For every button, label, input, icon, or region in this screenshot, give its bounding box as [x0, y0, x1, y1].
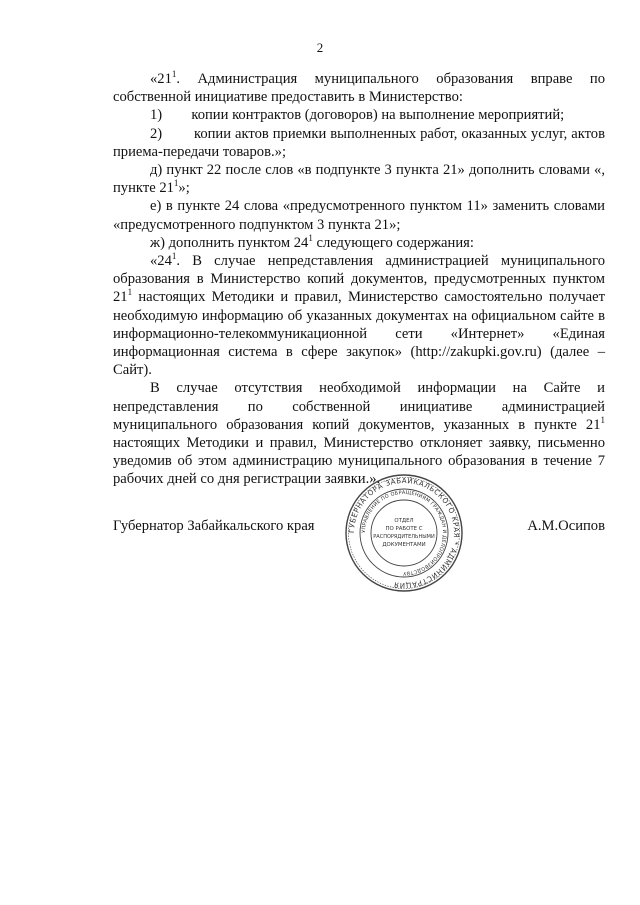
document-body [113, 69, 609, 489]
text-run: «21 [150, 71, 172, 87]
seal-center-line-4: ДОКУМЕНТАМИ [382, 542, 426, 548]
seal-middle-ring [360, 489, 448, 577]
seal-outer-text: ГУБЕРНАТОРА ЗАБАЙКАЛЬСКОГО КРАЯ * АДМИНИСТРАЦИЯ [347, 476, 461, 590]
text-run: В случае отсутствия необходимой информации на Сайте и непредставления по собственной инициативе администрацией муниципального образования копий документов, указанных в пункте 21 [113, 380, 605, 433]
superscript: 1 [173, 178, 179, 189]
seal-middle-text: УПРАВЛЕНИЕ ПО ОБРАЩЕНИЯМ ГРАЖДАН И ДЕЛОПРОИЗВОДСТВУ [360, 489, 448, 577]
paragraph-e [113, 197, 605, 233]
signatory-position: Губернатор Забайкальского края [113, 518, 315, 534]
text-run: . Администрация муниципального образования вправе по собственной инициативе предоставить в Министерство: [113, 71, 605, 106]
text-run: следующего содержания: [312, 234, 474, 251]
list-item-1 [113, 106, 605, 124]
text-run: ж) дополнить пунктом 24 [150, 234, 309, 251]
superscript: 1 [171, 251, 177, 262]
text-run: д) пункт 22 после слов «в подпункте 3 пункта 21» дополнить словами «, пункте 21 [113, 162, 605, 197]
text-run: е) в пункте 24 слова «предусмотренного пунктом 11» заменить словами «предусмотренного подпунктом 3 пункта 21»; [113, 198, 605, 233]
paragraph-24-1 [113, 252, 605, 379]
paragraph-zh [113, 234, 605, 252]
seal-inner-ring [371, 500, 437, 566]
text-run: . В случае непредставления администрацией муниципального образования в Министерство копий документов, предусмотренных пунктом 21 [113, 253, 605, 306]
seal-center-line-3: РАСПОРЯДИТЕЛЬНЫМИ [373, 534, 435, 540]
superscript: 1 [127, 287, 133, 298]
text-run: »; [178, 180, 190, 197]
official-seal-stamp [344, 473, 464, 593]
signatory-name: А.М.Осипов [527, 518, 605, 534]
seal-graphic [344, 473, 464, 593]
text-run: 1) копии контрактов (договоров) на выполнение мероприятий; [150, 107, 565, 124]
page-number: 2 [316, 40, 324, 55]
superscript: 1 [171, 69, 177, 79]
text-run: настоящих Методики и правил, Министерство отклоняет заявку, письменно уведомив об этом администрацию муниципального образования в течение 7 рабочих дней со дня регистрации заявки.». [113, 435, 605, 488]
text-run: «24 [150, 253, 172, 270]
paragraph-21-1 [113, 70, 605, 106]
text-run: настоящих Методики и правил, Министерство самостоятельно получает необходимую информацию об указанных документах на официальном сайте в информационно-телекоммуникационной сети «Интернет» «Единая информационная система в сфере закупок» (http://zakupki.gov.ru) (далее – Сайт). [113, 289, 605, 379]
seal-center-line-1: ОТДЕЛ [394, 518, 414, 524]
text-run: 2) копии актов приемки выполненных работ, оказанных услуг, актов приема-передачи товаров.»; [113, 125, 609, 160]
superscript: 1 [308, 232, 313, 243]
paragraph-d [113, 161, 605, 197]
superscript: 1 [600, 414, 605, 425]
list-item-2 [113, 125, 609, 161]
seal-center-line-2: ПО РАБОТЕ С [385, 526, 423, 532]
